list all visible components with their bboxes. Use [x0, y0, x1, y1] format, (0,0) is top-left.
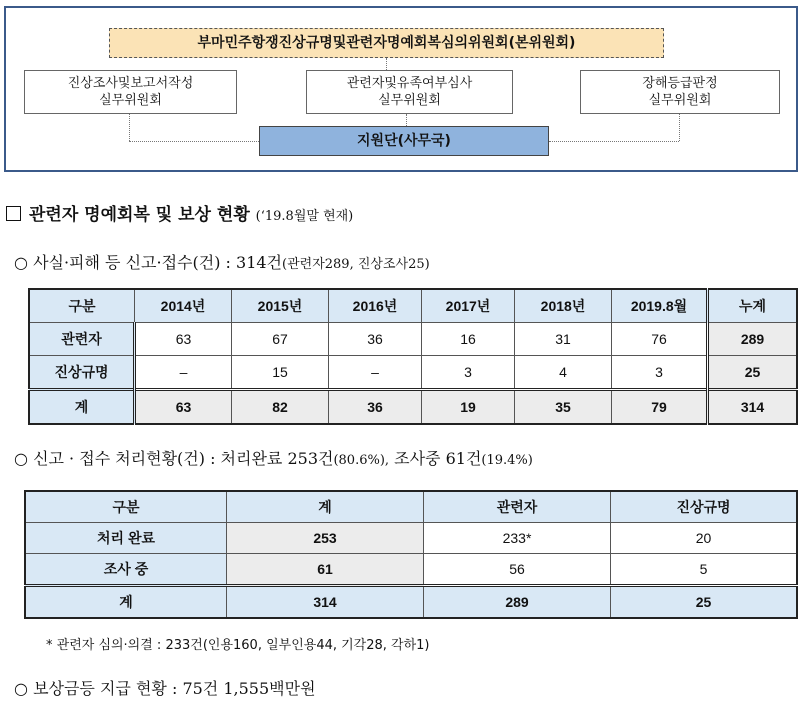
subcommittee-line2: 실무위원회	[99, 93, 162, 108]
reports-by-year-table	[28, 288, 798, 425]
column-header: 2015년	[232, 289, 329, 323]
row-label: 계	[25, 586, 227, 619]
item-text: 보상금등 지급 현황 : 75건 1,555백만원	[33, 679, 316, 698]
item-text: 사실·피해 등 신고·접수(건) : 314건	[33, 253, 283, 272]
circle-bullet-icon: ○	[14, 253, 28, 272]
subcommittee-line1: 관련자및유족여부심사	[346, 76, 473, 91]
support-team-box: 지원단(사무국)	[259, 126, 549, 156]
row-label: 조사 중	[25, 554, 227, 586]
table-cell: 15	[232, 356, 329, 390]
connector-line	[679, 114, 680, 141]
total-cell: 25	[708, 356, 798, 390]
table-header-row	[25, 491, 797, 523]
column-header: 관련자	[424, 491, 611, 523]
org-chart	[4, 6, 798, 172]
table-cell: 20	[611, 523, 798, 554]
table-cell: 35	[515, 390, 612, 425]
connector-line	[549, 141, 679, 142]
item-detail: (80.6%),	[333, 453, 390, 468]
table-header-row	[29, 289, 797, 323]
connector-line	[129, 141, 259, 142]
table-cell: –	[135, 356, 232, 390]
table-cell: 82	[232, 390, 329, 425]
column-header: 2017년	[422, 289, 515, 323]
connector-line	[129, 114, 130, 141]
section-heading	[6, 200, 353, 225]
table-cell: 61	[227, 554, 424, 586]
row-label: 처리 완료	[25, 523, 227, 554]
row-label: 관련자	[29, 323, 135, 356]
circle-bullet-icon: ○	[14, 449, 28, 468]
table-cell: 63	[135, 390, 232, 425]
connector-line	[406, 114, 407, 126]
table-row	[29, 323, 797, 356]
table-cell: 5	[611, 554, 798, 586]
table-cell: 3	[422, 356, 515, 390]
circle-bullet-icon: ○	[14, 679, 28, 698]
column-header: 구분	[29, 289, 135, 323]
item-text: 신고 · 접수 처리현황(건) : 처리완료 253건	[33, 449, 334, 468]
table-cell: 314	[227, 586, 424, 619]
item-detail: (관련자289, 진상조사25)	[282, 257, 430, 272]
total-cell: 314	[708, 390, 798, 425]
table-cell: 79	[612, 390, 708, 425]
table-cell: 76	[612, 323, 708, 356]
subcommittee-line2: 실무위원회	[378, 93, 441, 108]
table-cell: 289	[424, 586, 611, 619]
subcommittee-line1: 진상조사및보고서작성	[67, 76, 194, 91]
column-header: 계	[227, 491, 424, 523]
checkbox-square-icon	[6, 206, 21, 221]
table-total-row	[25, 586, 797, 619]
item-compensation	[14, 676, 316, 699]
column-header: 2014년	[135, 289, 232, 323]
table-cell: 36	[329, 390, 422, 425]
table-cell: 56	[424, 554, 611, 586]
connector-line	[386, 58, 387, 70]
column-header: 구분	[25, 491, 227, 523]
table-total-row	[29, 390, 797, 425]
section-title: 관련자 명예회복 및 보상 현황	[29, 205, 250, 225]
processing-status-table	[24, 490, 798, 619]
subcommittee-review	[306, 70, 513, 114]
column-header: 진상규명	[611, 491, 798, 523]
main-committee-box: 부마민주항쟁진상규명및관련자명예회복심의위원회(본위원회)	[109, 28, 664, 58]
table-cell: 16	[422, 323, 515, 356]
table-cell: 25	[611, 586, 798, 619]
table-cell: 4	[515, 356, 612, 390]
column-header: 2018년	[515, 289, 612, 323]
table-cell: 3	[612, 356, 708, 390]
column-header: 누계	[708, 289, 798, 323]
table-cell: 19	[422, 390, 515, 425]
table-cell: –	[329, 356, 422, 390]
item-text: 조사중 61건	[389, 449, 482, 468]
item-detail: (19.4%)	[481, 453, 533, 468]
table-cell: 31	[515, 323, 612, 356]
column-header: 2019.8월	[612, 289, 708, 323]
footnote: * 관련자 심의·의결 : 233건(인용160, 일부인용44, 기각28, 각하1)	[46, 638, 430, 653]
row-label: 계	[29, 390, 135, 425]
section-note: (‘19.8월말 현재)	[255, 209, 354, 224]
subcommittee-line1: 장해등급판정	[642, 76, 718, 91]
table-cell: 63	[135, 323, 232, 356]
table-row	[29, 356, 797, 390]
column-header: 2016년	[329, 289, 422, 323]
table-cell: 233*	[424, 523, 611, 554]
subcommittee-investigation	[24, 70, 237, 114]
item-reports	[14, 250, 430, 273]
table-cell: 36	[329, 323, 422, 356]
table-row	[25, 523, 797, 554]
subcommittee-line2: 실무위원회	[648, 93, 712, 108]
table-cell: 253	[227, 523, 424, 554]
subcommittee-disability	[580, 70, 780, 114]
total-cell: 289	[708, 323, 798, 356]
item-processing	[14, 446, 533, 469]
row-label: 진상규명	[29, 356, 135, 390]
table-cell: 67	[232, 323, 329, 356]
table-row	[25, 554, 797, 586]
